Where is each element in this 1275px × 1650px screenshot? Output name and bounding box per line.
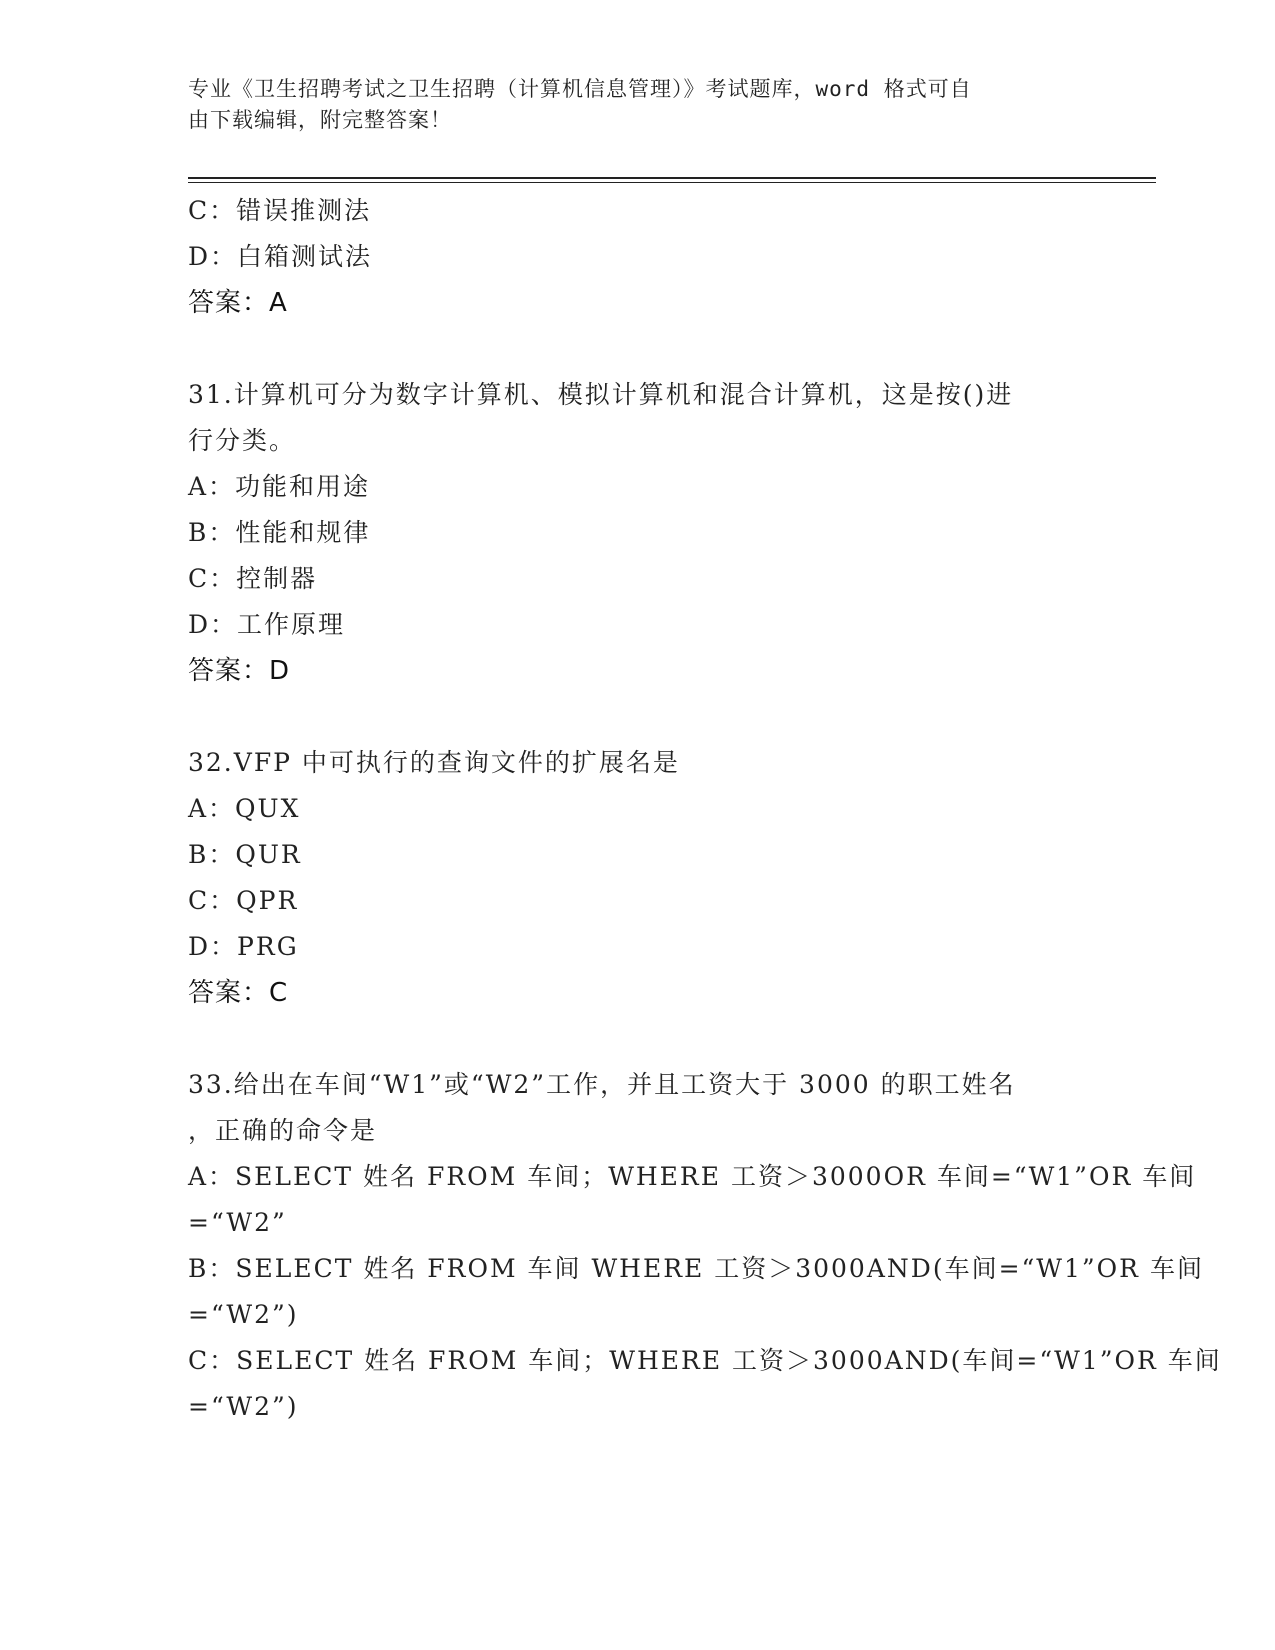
question-spacer	[188, 1016, 1088, 1062]
q32-stem-line-1: 32.VFP 中可执行的查询文件的扩展名是	[188, 748, 680, 777]
q31-option-b: B：性能和规律	[188, 518, 371, 547]
q33-stem-line-1: 33.给出在车间“W1”或“W2”工作，并且工资大于 3000 的职工姓名	[188, 1070, 1016, 1099]
q33-stem-line-2: ，正确的命令是	[188, 1116, 378, 1145]
q32-option-b: B：QUR	[188, 840, 302, 869]
q32-option-d: D：PRG	[188, 932, 299, 961]
header-line-2: 由下载编辑，附完整答案！	[188, 108, 452, 132]
header-divider-thin	[188, 182, 1156, 183]
question-spacer	[188, 694, 1088, 740]
header-divider-thick	[188, 177, 1156, 179]
q33-option-a-line-2: =“W2”	[188, 1208, 287, 1237]
q33-option-c-line-1: C：SELECT 姓名 FROM 车间；WHERE 工资＞3000AND(车间=“W1”OR 车间	[188, 1346, 1222, 1375]
q32-option-a: A：QUX	[188, 794, 301, 823]
q31-option-d: D：工作原理	[188, 610, 346, 639]
q31-stem-line-1: 31.计算机可分为数字计算机、模拟计算机和混合计算机，这是按()进	[188, 380, 1014, 409]
q32-option-c: C：QPR	[188, 886, 299, 915]
q33-option-a-line-1: A：SELECT 姓名 FROM 车间；WHERE 工资＞3000OR 车间=“W1”OR 车间	[188, 1162, 1197, 1191]
q33-option-b-line-1: B：SELECT 姓名 FROM 车间 WHERE 工资＞3000AND(车间=“W1”OR 车间	[188, 1254, 1204, 1283]
question-spacer	[188, 326, 1088, 372]
header-line-1: 专业《卫生招聘考试之卫生招聘（计算机信息管理）》考试题库，word 格式可自	[188, 77, 972, 101]
q30-option-d: D：白箱测试法	[188, 242, 373, 271]
q30-option-c: C：错误推测法	[188, 196, 372, 225]
q32-answer: 答案：C	[188, 978, 289, 1008]
q31-option-c: C：控制器	[188, 564, 318, 593]
q33-option-c-line-2: =“W2”)	[188, 1392, 299, 1421]
q31-option-a: A：功能和用途	[188, 472, 371, 501]
q30-answer: 答案：A	[188, 288, 288, 318]
document-header	[188, 74, 1088, 136]
q31-answer: 答案：D	[188, 656, 291, 686]
q31-stem-line-2: 行分类。	[188, 426, 297, 455]
q33-option-b-line-2: =“W2”)	[188, 1300, 299, 1329]
question-list	[188, 188, 1222, 1430]
